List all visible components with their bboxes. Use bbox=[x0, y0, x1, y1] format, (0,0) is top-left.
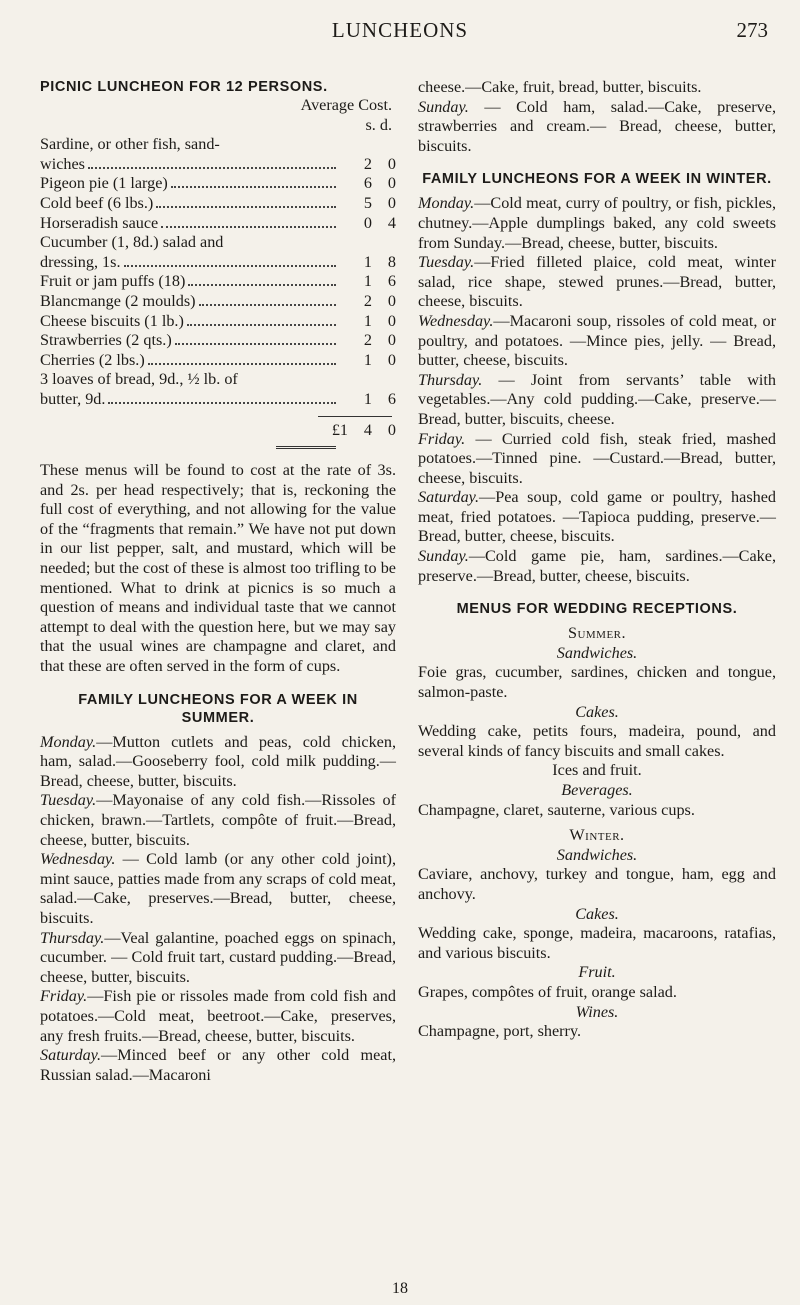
total-shillings: 4 bbox=[363, 420, 372, 439]
menu-subheading: Wines. bbox=[575, 1002, 619, 1021]
wedding-winter-menu bbox=[418, 846, 776, 1042]
total-rule bbox=[318, 416, 392, 417]
leader-dots bbox=[88, 167, 336, 169]
day-text: —Fried filleted plaice, cold meat, winter salad, rice shape, stewed prunes.—Bread, butter, cheese, biscuits. bbox=[418, 253, 776, 311]
leader-dots bbox=[108, 402, 336, 404]
menu-subheading: Beverages. bbox=[561, 781, 633, 799]
day-menu bbox=[418, 194, 776, 253]
cost-row bbox=[40, 351, 396, 371]
menu-items: Wedding cake, petits fours, madeira, pound, and several kinds of fancy biscuits and small cakes. bbox=[418, 722, 776, 760]
cost-row bbox=[40, 272, 396, 292]
day-name: Friday. bbox=[418, 429, 466, 448]
cost-row bbox=[40, 292, 396, 312]
wedding-winter-label: Winter. bbox=[569, 826, 625, 845]
cost-item-label: Horseradish sauce bbox=[40, 213, 159, 232]
cost-row bbox=[40, 174, 396, 194]
day-menu bbox=[418, 547, 776, 586]
cost-shillings: 1 bbox=[363, 350, 372, 369]
day-name: Monday. bbox=[40, 732, 97, 751]
day-name: Saturday. bbox=[40, 1046, 102, 1065]
cost-row bbox=[40, 155, 396, 175]
summer-sunday bbox=[418, 98, 776, 157]
day-menu bbox=[40, 850, 396, 928]
cost-units: s. d. bbox=[365, 115, 392, 134]
left-column bbox=[40, 78, 396, 1085]
cost-amount bbox=[340, 214, 396, 234]
cost-row bbox=[40, 253, 396, 273]
cost-item-label: Blancmange (2 moulds) bbox=[40, 291, 196, 310]
cost-pence: 0 bbox=[387, 291, 396, 310]
leader-dots bbox=[175, 343, 336, 345]
day-menu bbox=[40, 791, 396, 850]
cost-item-label: Strawberries (2 qts.) bbox=[40, 331, 172, 350]
cost-pence: 0 bbox=[387, 311, 396, 330]
day-text: —Cold game pie, ham, sardines.—Cake, preserve.—Bread, butter, cheese, biscuits. bbox=[418, 547, 776, 585]
picnic-cost-list bbox=[40, 135, 396, 409]
cost-shillings: 5 bbox=[363, 193, 372, 212]
cost-pence: 0 bbox=[387, 331, 396, 350]
cost-pence: 8 bbox=[387, 252, 396, 271]
day-text: —Mayonaise of any cold fish.—Rissoles of chicken, brawn.—Tartlets, compôte of fruit.—Bread, cheese, butter, biscuits. bbox=[40, 791, 396, 849]
cost-row bbox=[40, 390, 396, 410]
cost-item-label: Fruit or jam puffs (18) bbox=[40, 272, 186, 291]
cost-amount bbox=[340, 390, 396, 410]
cost-amount bbox=[340, 312, 396, 332]
winter-heading: FAMILY LUNCHEONS FOR A WEEK IN WINTER. bbox=[422, 171, 772, 188]
leader-dots bbox=[156, 206, 336, 208]
leader-dots bbox=[171, 186, 336, 188]
day-menu bbox=[418, 253, 776, 312]
cost-amount bbox=[340, 272, 396, 292]
day-name: Tuesday. bbox=[40, 791, 97, 810]
picnic-heading: PICNIC LUNCHEON FOR 12 PERSONS. bbox=[40, 79, 328, 95]
cost-item-label: butter, 9d. bbox=[40, 389, 106, 408]
cost-amount bbox=[340, 174, 396, 194]
menu-subheading: Cakes. bbox=[575, 904, 619, 923]
day-name: Sunday. bbox=[418, 547, 469, 566]
day-menu bbox=[40, 1046, 396, 1085]
summer-days bbox=[40, 733, 396, 1086]
day-text: — Cold ham, salad.—Cake, preserve, strawberries and cream.— Bread, cheese, butter, biscuits. bbox=[418, 97, 776, 155]
cost-item-label: dressing, 1s. bbox=[40, 252, 121, 271]
cost-pence: 0 bbox=[387, 193, 396, 212]
cost-item-label: Cucumber (1, 8d.) salad and bbox=[40, 233, 224, 252]
summer-heading: FAMILY LUNCHEONS FOR A WEEK IN SUMMER. bbox=[78, 691, 358, 726]
cost-amount bbox=[340, 331, 396, 351]
day-menu bbox=[418, 312, 776, 371]
menu-subheading: Cakes. bbox=[575, 702, 619, 721]
day-menu bbox=[418, 430, 776, 489]
wedding-heading: MENUS FOR WEDDING RECEPTIONS. bbox=[456, 601, 738, 618]
cost-item-label: wiches bbox=[40, 154, 85, 173]
leader-dots bbox=[199, 304, 336, 306]
day-name: Wednesday. bbox=[418, 311, 494, 330]
day-text: —Mutton cutlets and peas, cold chicken, ham, salad.—Gooseberry fool, cold milk pudding.—Bread, cheese, butter, biscuits. bbox=[40, 732, 396, 790]
cost-row bbox=[40, 214, 396, 234]
page-header bbox=[0, 18, 800, 58]
cost-shillings: 1 bbox=[363, 311, 372, 330]
day-name: Thursday. bbox=[418, 370, 483, 389]
cost-pence: 0 bbox=[387, 350, 396, 369]
cost-amount bbox=[340, 155, 396, 175]
day-name: Thursday. bbox=[40, 928, 105, 947]
cost-shillings: 6 bbox=[363, 174, 372, 193]
day-text: —Fish pie or rissoles made from cold fish and potatoes.—Cold meat, beetroot.—Cake, preserves, any fresh fruits.—Bread, cheese, butter, biscuits. bbox=[40, 987, 396, 1045]
menu-subheading: Sandwiches. bbox=[556, 845, 638, 864]
day-name: Friday. bbox=[40, 987, 88, 1006]
day-name: Sunday. bbox=[418, 97, 469, 116]
right-column bbox=[418, 78, 776, 1042]
cost-shillings: 1 bbox=[363, 252, 372, 271]
cost-item-label: Pigeon pie (1 large) bbox=[40, 174, 168, 193]
day-text: — Curried cold fish, steak fried, mashed potatoes.—Tinned pine. —Custard.—Bread, butter, cheese, biscuits. bbox=[418, 429, 776, 487]
cost-shillings: 2 bbox=[363, 331, 372, 350]
menu-items: Foie gras, cucumber, sardines, chicken and tongue, salmon-paste. bbox=[418, 663, 776, 702]
menu-subheading: Fruit. bbox=[578, 963, 616, 982]
leader-dots bbox=[148, 363, 336, 365]
cost-shillings: 0 bbox=[363, 213, 372, 232]
winter-days bbox=[418, 194, 776, 586]
total-pence: 0 bbox=[387, 420, 396, 439]
cost-row bbox=[40, 312, 396, 332]
wedding-summer-menu bbox=[418, 644, 776, 820]
cost-item-label: Cheese biscuits (1 lb.) bbox=[40, 311, 184, 330]
cost-item-label: Sardine, or other fish, sand- bbox=[40, 135, 220, 154]
cost-amount bbox=[340, 194, 396, 214]
menu-items: Champagne, claret, sauterne, various cups. bbox=[418, 800, 695, 819]
cost-label: Average Cost. bbox=[300, 96, 392, 114]
cost-item-label: Cold beef (6 lbs.) bbox=[40, 193, 154, 212]
cost-pence: 0 bbox=[387, 174, 396, 193]
menu-extra: Ices and fruit. bbox=[552, 761, 642, 780]
menu-items: Caviare, anchovy, turkey and tongue, ham, egg and anchovy. bbox=[418, 865, 776, 903]
menu-subheading: Sandwiches. bbox=[556, 643, 638, 662]
cost-pence: 0 bbox=[387, 154, 396, 173]
cost-shillings: 1 bbox=[363, 272, 372, 291]
leader-dots bbox=[188, 284, 336, 286]
day-menu bbox=[418, 98, 776, 157]
cost-item-label: Cherries (2 lbs.) bbox=[40, 350, 145, 369]
cost-row bbox=[40, 331, 396, 351]
picnic-total bbox=[40, 421, 396, 441]
cost-shillings: 2 bbox=[363, 291, 372, 310]
signature-mark: 18 bbox=[392, 1280, 408, 1297]
cost-pence: 4 bbox=[387, 213, 396, 232]
leader-dots bbox=[161, 226, 336, 228]
day-text: —Cold meat, curry of poultry, or fish, pickles, chutney.—Apple dumplings baked, any cold sweets from Sunday.—Bread, cheese, butter, biscuits. bbox=[418, 194, 776, 252]
day-name: Monday. bbox=[418, 194, 475, 213]
divider-ornament bbox=[276, 446, 336, 455]
cost-pence: 6 bbox=[387, 272, 396, 291]
wedding-summer-label: Summer. bbox=[567, 624, 627, 643]
cost-row bbox=[40, 194, 396, 214]
day-text: —Macaroni soup, rissoles of cold meat, or poultry, and potatoes. —Mince pies, jelly. — Bread, butter, cheese, biscuits. bbox=[418, 311, 776, 370]
day-menu bbox=[418, 488, 776, 547]
day-menu bbox=[40, 929, 396, 988]
cost-pence: 6 bbox=[387, 389, 396, 408]
day-menu bbox=[40, 733, 396, 792]
day-text: —Minced beef or any other cold meat, Russian salad.—Macaroni bbox=[40, 1046, 396, 1084]
day-name: Saturday. bbox=[418, 488, 480, 507]
total-pounds: £1 bbox=[331, 420, 348, 439]
picnic-note: These menus will be found to cost at the rate of 3s. and 2s. per head respectively; that is, reckoning the full cost of everything, and not allowing for the value of the “fragments that remain.” We have not put down in our list pepper, salt, and mustard, which will be needed; but the cost of these is almost too trifling to be mentioned. What to drink at picnics is so much a question of means and individual taste that we cannot attempt to deal with the question here, but we may say that the usual wines are champagne and claret, and that these are often served in the form of cups. bbox=[40, 461, 396, 676]
cost-amount bbox=[340, 351, 396, 371]
day-text: — Cold lamb (or any other cold joint), mint sauce, patties made from any scraps of cold meat, salad.—Cake, preserves.—Bread, butter, cheese, biscuits. bbox=[40, 850, 396, 927]
page-number: 273 bbox=[736, 18, 768, 42]
menu-items: Wedding cake, sponge, madeira, macaroons, ratafias, and various biscuits. bbox=[418, 924, 776, 962]
day-text: —Veal galantine, poached eggs on spinach, cucumber. — Cold fruit tart, custard pudding.—Bread, cheese, butter, biscuits. bbox=[40, 928, 396, 986]
leader-dots bbox=[124, 265, 337, 267]
day-menu bbox=[418, 371, 776, 430]
leader-dots bbox=[187, 324, 336, 326]
cost-amount bbox=[340, 292, 396, 312]
cost-shillings: 1 bbox=[363, 389, 372, 408]
day-name: Tuesday. bbox=[418, 253, 475, 272]
running-title: LUNCHEONS bbox=[331, 18, 469, 42]
cost-amount bbox=[340, 253, 396, 273]
menu-items: Champagne, port, sherry. bbox=[418, 1022, 582, 1041]
cost-shillings: 2 bbox=[363, 154, 372, 173]
day-name: Wednesday. bbox=[40, 850, 116, 869]
cost-item-label: 3 loaves of bread, 9d., ½ lb. of bbox=[40, 370, 238, 389]
day-menu bbox=[40, 987, 396, 1046]
menu-items: Grapes, compôtes of fruit, orange salad. bbox=[418, 982, 677, 1001]
saturday-continuation: cheese.—Cake, fruit, bread, butter, biscuits. bbox=[418, 78, 702, 96]
day-text: —Pea soup, cold game or poultry, hashed meat, fried potatoes. —Tapioca pudding, preserve.—Bread, butter, cheese, biscuits. bbox=[418, 488, 776, 546]
day-text: — Joint from servants’ table with vegetables.—Any cold pudding.—Cake, preserve.—Bread, butter, biscuits, cheese. bbox=[418, 370, 776, 428]
